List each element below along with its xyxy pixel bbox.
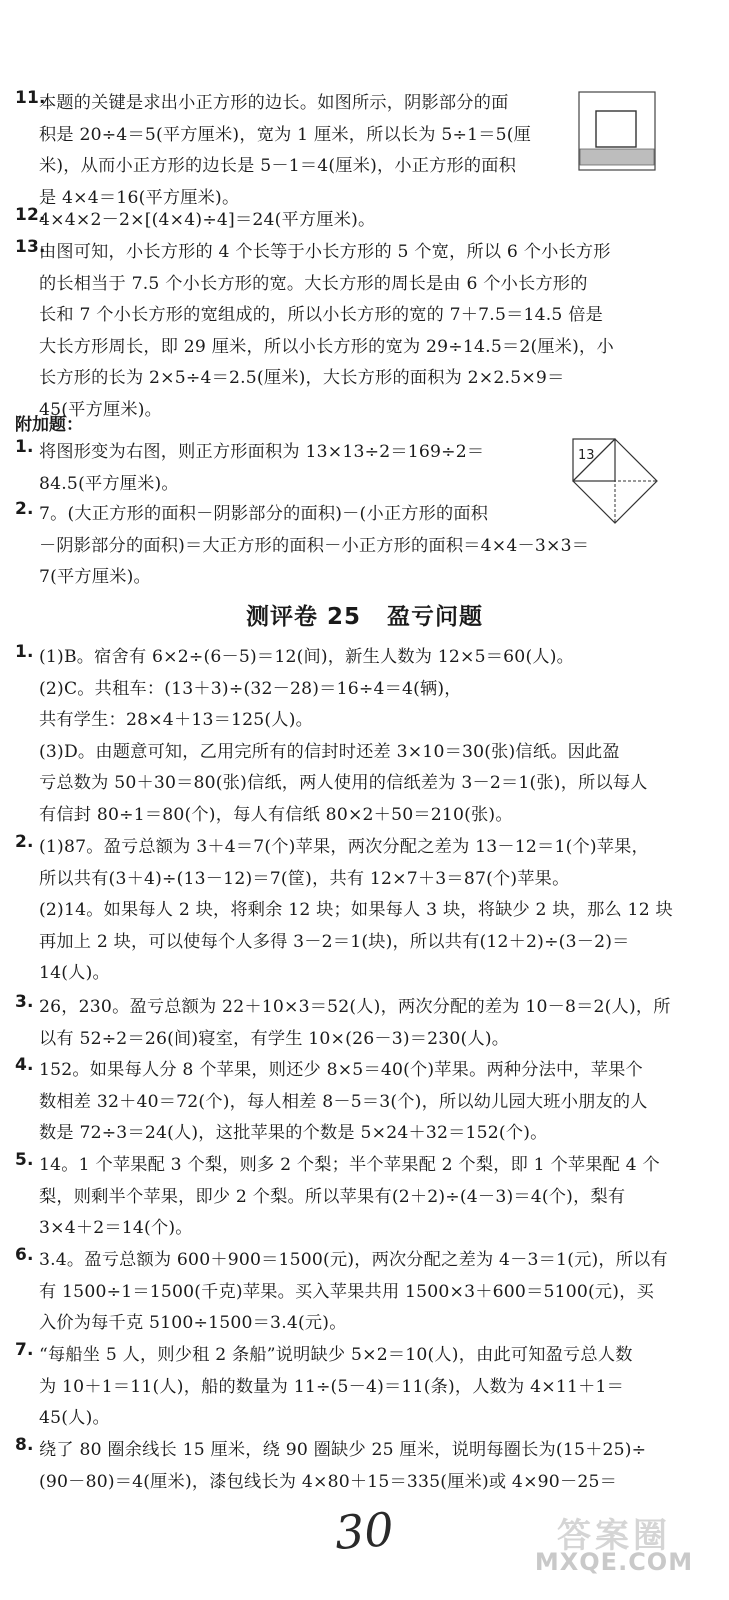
problem-text-line: 26，230。盈亏总额为 22＋10×3＝52(人)，两次分配的差为 10－8＝2(人)，所 bbox=[39, 997, 671, 1017]
problem-5 bbox=[15, 1150, 673, 1245]
problem-text-line: 数相差 32＋40＝72(个)，每人相差 8－5＝3(个)，所以幼儿园大班小朋友的人 bbox=[39, 1091, 648, 1112]
problem-text-line: 14。1 个苹果配 3 个梨，则多 2 个梨；半个苹果配 2 个梨，即 1 个苹果配 4 个 bbox=[39, 1155, 660, 1175]
figure-label: 13 bbox=[578, 448, 595, 463]
problem-4 bbox=[15, 1055, 673, 1150]
problem-text-line: 是 4×4＝16(平方厘米)。 bbox=[39, 187, 240, 208]
problem-text-line: (1)87。盈亏总额为 3＋4＝7(个)苹果，两次分配之差为 13－12＝1(个)苹果， bbox=[39, 837, 649, 857]
section-heading bbox=[0, 598, 729, 631]
problem-2 bbox=[15, 832, 673, 990]
problem-text-line: (2)C。共租车：(13＋3)÷(32－28)＝16÷4＝4(辆)， bbox=[39, 678, 462, 699]
problem-13 bbox=[15, 237, 673, 426]
problem-text-line: (3)D。由题意可知，乙用完所有的信封时还差 3×10＝30(张)信纸。因此盈 bbox=[39, 741, 620, 762]
problem-text-line: 为 10＋1＝11(人)，船的数量为 11÷(5－4)＝11(条)，人数为 4×11＋1＝ bbox=[39, 1376, 625, 1397]
problem-text-line: 所以共有(3＋4)÷(13－12)＝7(筐)，共有 12×7＋3＝87(个)苹果。 bbox=[39, 868, 570, 889]
problem-11 bbox=[15, 88, 569, 214]
problem-text-line: 45(平方厘米)。 bbox=[39, 399, 163, 420]
problem-8 bbox=[15, 1435, 673, 1498]
problem-text-line: (90－80)＝4(厘米)，漆包线长为 4×80＋15＝335(厘米)或 4×90－25＝ bbox=[39, 1471, 617, 1492]
problem-number: 11. bbox=[15, 88, 46, 108]
problem-7 bbox=[15, 1340, 673, 1435]
problem-number: 8. bbox=[15, 1435, 34, 1455]
problem-text-line: 绕了 80 圈余线长 15 厘米，绕 90 圈缺少 25 厘米，说明每圈长为(15＋25)÷ bbox=[39, 1440, 647, 1460]
problem-text-line: 45(人)。 bbox=[39, 1408, 110, 1428]
problem-12 bbox=[15, 205, 673, 237]
problem-number: 13. bbox=[15, 237, 46, 257]
page-number: 30 bbox=[333, 1502, 396, 1560]
problem-text-line: (1)B。宿舍有 6×2÷(6－5)＝12(间)，新生人数为 12×5＝60(人)。 bbox=[39, 647, 575, 667]
problem-number: 2. bbox=[15, 499, 34, 519]
problem-text-line: “每船坐 5 人，则少租 2 条船”说明缺少 5×2＝10(人)，由此可知盈亏总人数 bbox=[39, 1345, 633, 1365]
problem-text-line: 再加上 2 块，可以使每个人多得 3－2＝1(块)，所以共有(12＋2)÷(3－2)＝ bbox=[39, 931, 630, 952]
problem-text-line: 亏总数为 50＋30＝80(张)信纸，两人使用的信纸差为 3－2＝1(张)，所以每人 bbox=[39, 773, 648, 793]
problem-6 bbox=[15, 1245, 673, 1340]
problem-text-line: (2)14。如果每人 2 块，将剩余 12 块；如果每人 3 块，将缺少 2 块，那么 12 块 bbox=[39, 900, 673, 920]
problem-text-line: 积是 20÷4＝5(平方厘米)，宽为 1 厘米，所以长为 5÷1＝5(厘 bbox=[39, 124, 532, 145]
problem-text-line: 大长方形周长，即 29 厘米，所以小长方形的宽为 29÷14.5＝2(厘米)，小 bbox=[39, 336, 614, 357]
problem-text-line: 由图可知，小长方形的 4 个长等于小长方形的 5 个宽，所以 6 个小长方形 bbox=[39, 242, 611, 262]
problem-text-line: 梨，则剩半个苹果，即少 2 个梨。所以苹果有(2＋2)÷(4－3)＝4(个)，梨有 bbox=[39, 1186, 626, 1207]
problem-1 bbox=[15, 642, 673, 831]
problem-text-line: 152。如果每人分 8 个苹果，则还少 8×5＝40(个)苹果。两种分法中，苹果个 bbox=[39, 1060, 643, 1080]
problem-text-line: 有 1500÷1＝1500(千克)苹果。买入苹果共用 1500×3＋600＝5100(元)，买 bbox=[39, 1281, 654, 1302]
problem-text-line: 3.4。盈亏总额为 600＋900＝1500(元)，两次分配之差为 4－3＝1(元)，所以有 bbox=[39, 1250, 668, 1270]
watermark-site: MXQE.COM bbox=[534, 1548, 694, 1576]
problem-text-line: 入价为每千克 5100÷1500＝3.4(元)。 bbox=[39, 1313, 347, 1333]
problem-text-line: 3×4＋2＝14(个)。 bbox=[39, 1218, 193, 1238]
heading-topic: 盈亏问题 bbox=[387, 604, 483, 630]
problem-text-line: 本题的关键是求出小正方形的边长。如图所示，阴影部分的面 bbox=[39, 93, 509, 113]
problem-text-line: 长和 7 个小长方形的宽组成的，所以小长方形的宽的 7＋7.5＝14.5 倍是 bbox=[39, 305, 604, 325]
watermark-logo: 答案圈 bbox=[557, 1516, 671, 1556]
problem-text-line: 将图形变为右图，则正方形面积为 13×13÷2＝169÷2＝ bbox=[39, 442, 485, 462]
problem-number: 6. bbox=[15, 1245, 34, 1265]
problem-text-line: 以有 52÷2＝26(间)寝室，有学生 10×(26－3)＝230(人)。 bbox=[39, 1028, 510, 1049]
problem-number: 3. bbox=[15, 992, 34, 1012]
problem-text-line: 有信封 80÷1＝80(个)，每人有信纸 80×2＋50＝210(张)。 bbox=[39, 804, 513, 825]
problem-text-line: 数是 72÷3＝24(人)，这批苹果的个数是 5×24＋32＝152(个)。 bbox=[39, 1123, 548, 1143]
problem-text-line: 米)，从而小正方形的边长是 5－1＝4(厘米)，小正方形的面积 bbox=[39, 156, 517, 176]
problem-number: 12. bbox=[15, 205, 46, 225]
heading-test-number: 测评卷 25 bbox=[245, 604, 361, 630]
extra-problem-1 bbox=[15, 437, 554, 500]
watermark bbox=[516, 1506, 712, 1594]
extra-questions-label: 附加题： bbox=[15, 415, 83, 435]
square-shaded-figure bbox=[578, 91, 656, 171]
problem-text-line: －阴影部分的面积)＝大正方形的面积－小正方形的面积＝4×4－3×3＝ bbox=[39, 535, 590, 556]
problem-text-line: 7。(大正方形的面积－阴影部分的面积)－(小正方形的面积 bbox=[39, 504, 489, 524]
problem-number: 1. bbox=[15, 437, 34, 457]
problem-3 bbox=[15, 992, 673, 1055]
problem-text-line: 4×4×2－2×[(4×4)÷4]＝24(平方厘米)。 bbox=[39, 210, 376, 230]
problem-number: 5. bbox=[15, 1150, 34, 1170]
problem-text-line: 14(人)。 bbox=[39, 963, 110, 983]
problem-text-line: 共有学生：28×4＋13＝125(人)。 bbox=[39, 710, 313, 730]
problem-text-line: 长方形的长为 2×5÷4＝2.5(厘米)，大长方形的面积为 2×2.5×9＝ bbox=[39, 368, 565, 388]
problem-number: 7. bbox=[15, 1340, 34, 1360]
problem-number: 2. bbox=[15, 832, 34, 852]
problem-text-line: 7(平方厘米)。 bbox=[39, 567, 151, 587]
problem-number: 1. bbox=[15, 642, 34, 662]
extra-problem-2 bbox=[15, 499, 673, 594]
problem-text-line: 84.5(平方厘米)。 bbox=[39, 473, 179, 494]
problem-number: 4. bbox=[15, 1055, 34, 1075]
problem-text-line: 的长相当于 7.5 个小长方形的宽。大长方形的周长是由 6 个小长方形的 bbox=[39, 273, 588, 294]
